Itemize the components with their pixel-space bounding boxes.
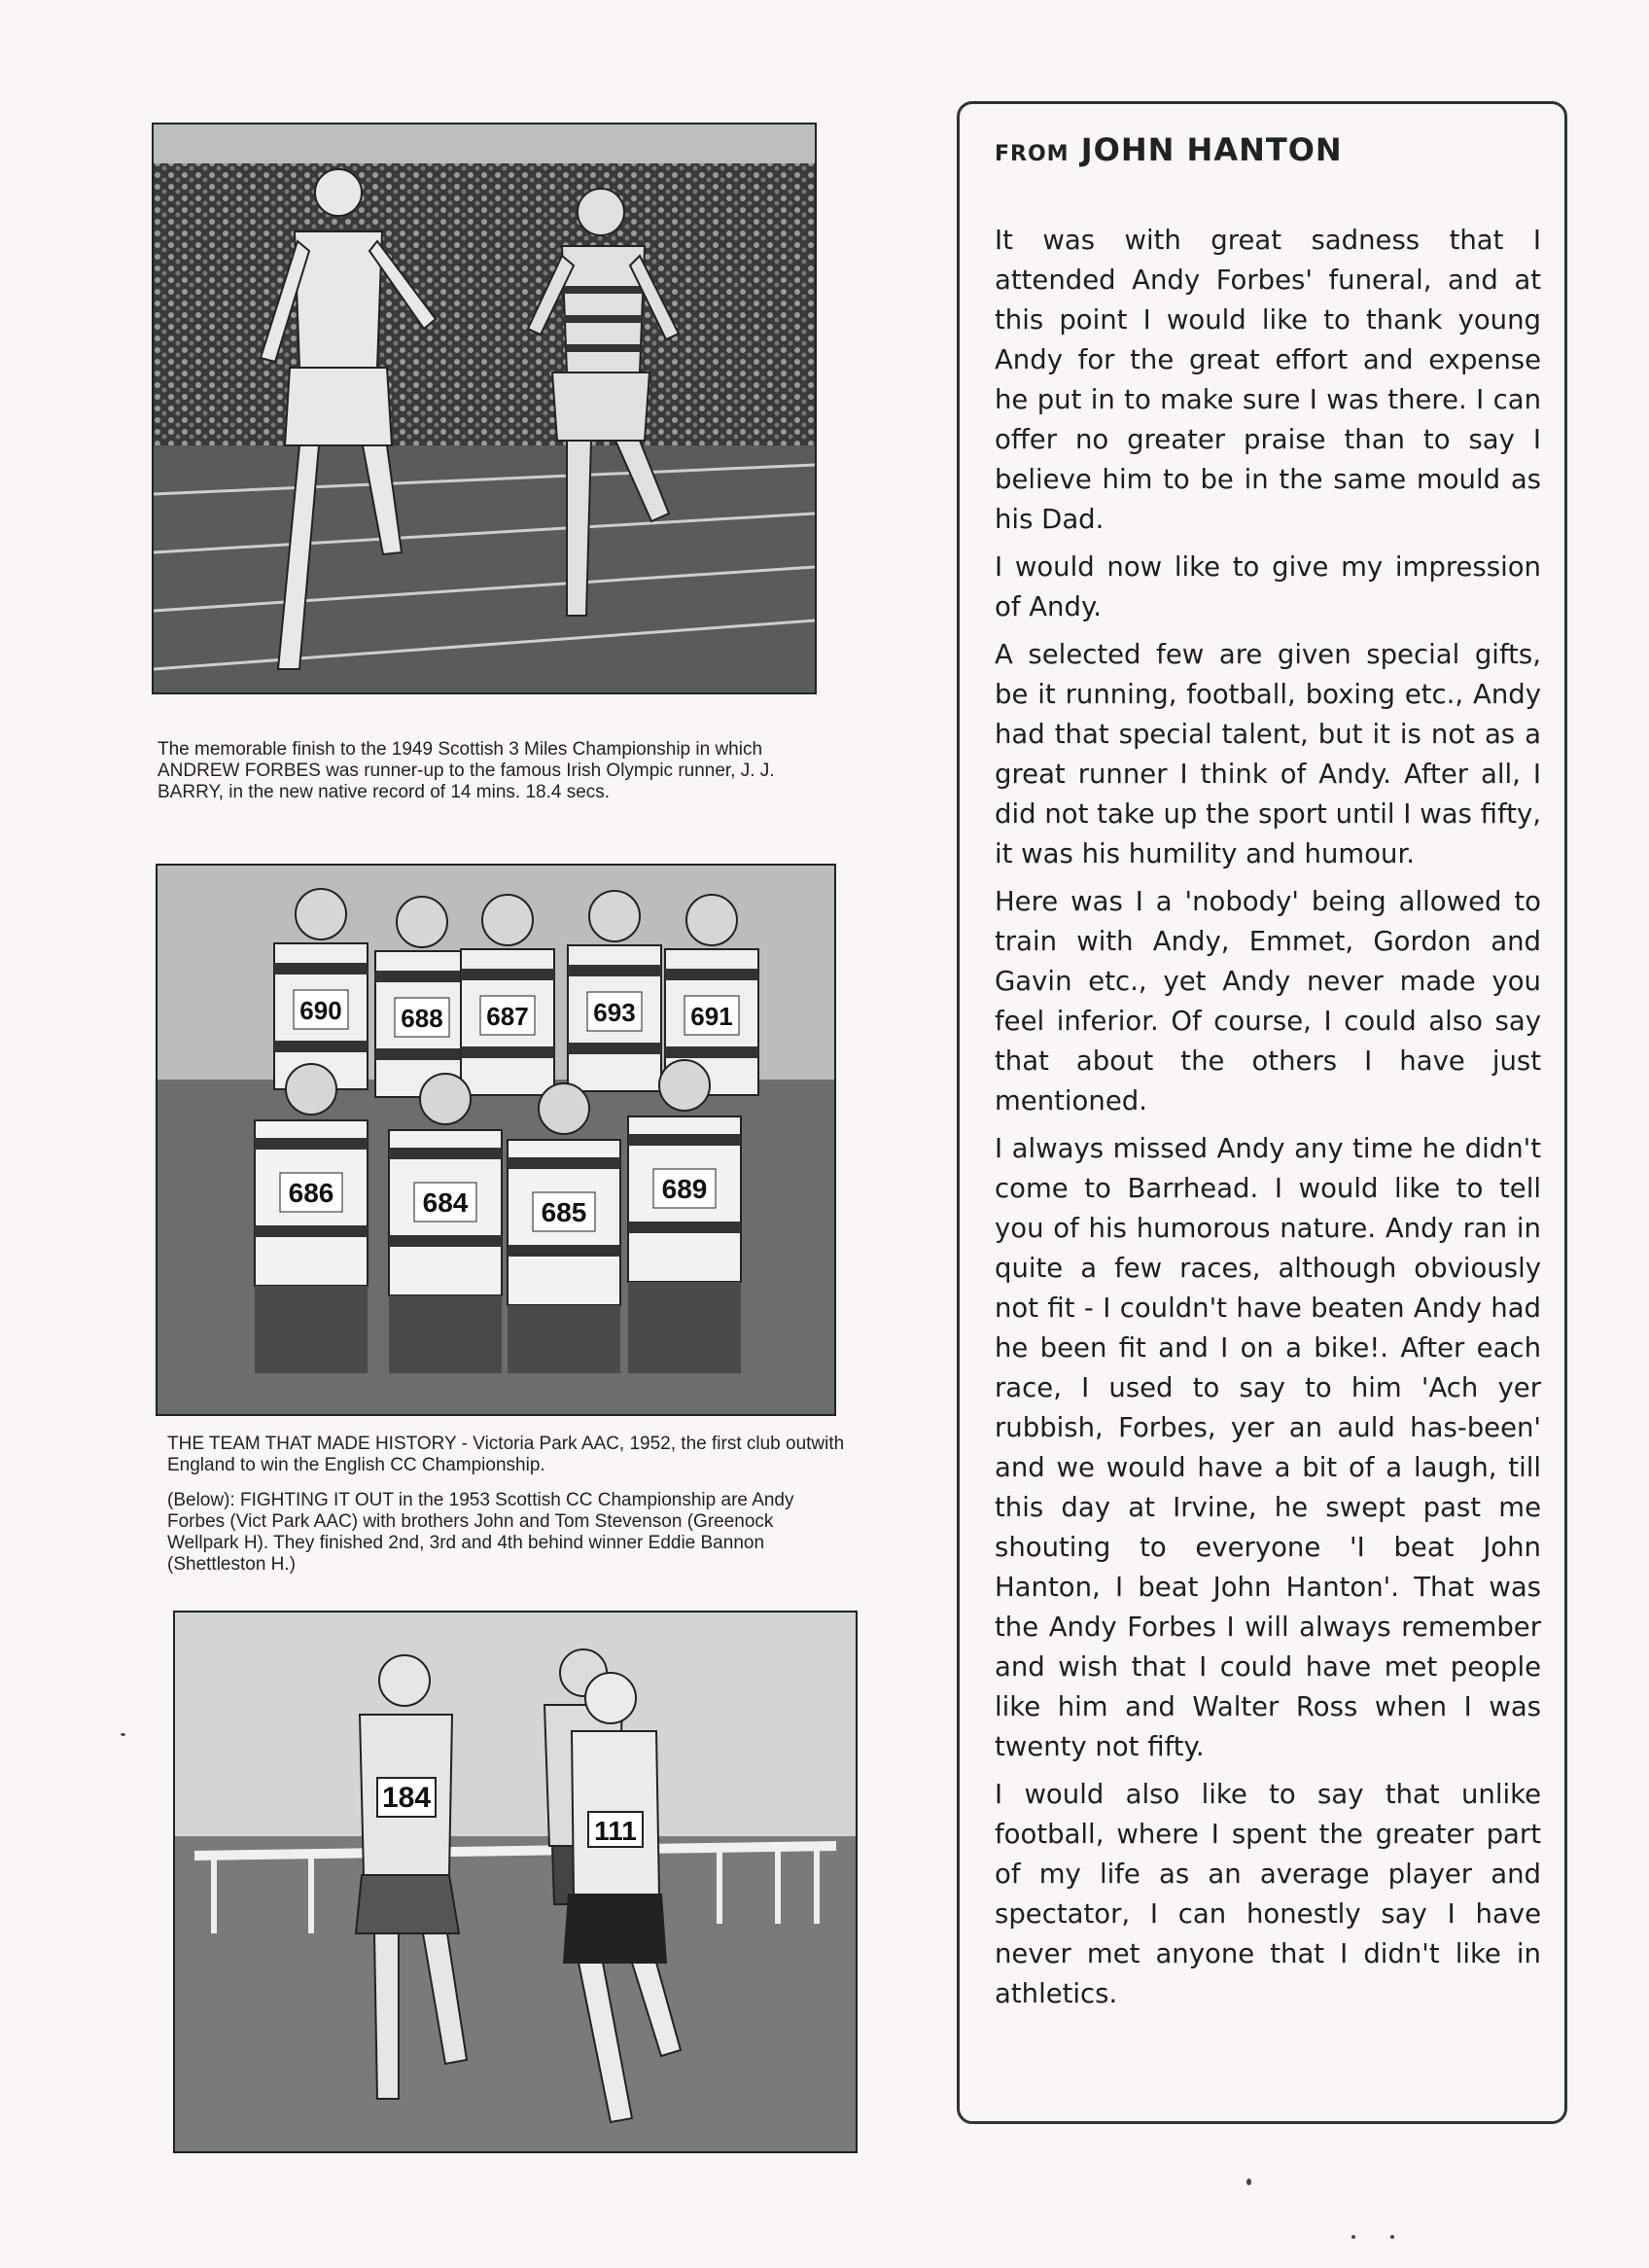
- photo-1-caption: [158, 739, 838, 817]
- scan-speck: [1351, 2235, 1355, 2239]
- photo-team-1952: [156, 864, 836, 1416]
- article-paragraph: Here was I a 'nobody' being allowed to train with Andy, Emmet, Gordon and Gavin etc., yet Andy never made you feel inferior. Of course, I could also say that about the others I have just mentioned.: [995, 886, 1541, 1116]
- photo-2-3-captions: [167, 1434, 848, 1589]
- team-bib-686: 686: [288, 1178, 334, 1208]
- team-bib-690: 690: [299, 996, 342, 1025]
- caption-1953-race: (Below): FIGHTING IT OUT in the 1953 Scottish CC Championship are Andy Forbes (Vict Park AAC) with brothers John and Tom Stevenson (Greenock Wellpark H). They finished 2nd, 3rd and 4th behind winner Eddie Bannon (Shettleston H.): [167, 1490, 794, 1575]
- article-title-name: JOHN HANTON: [1080, 131, 1343, 168]
- scan-speck: [1246, 2179, 1251, 2185]
- caption-team-1952: THE TEAM THAT MADE HISTORY - Victoria Park AAC, 1952, the first club outwith England to win the English CC Championship.: [167, 1434, 845, 1475]
- team-bib-689: 689: [661, 1174, 708, 1204]
- article-paragraph: I would now like to give my impression of Andy.: [995, 551, 1541, 622]
- article-title-prefix: FROM: [995, 142, 1070, 166]
- article-title: [995, 131, 1541, 168]
- scan-speck: [1390, 2235, 1394, 2239]
- team-bib-687: 687: [486, 1002, 529, 1031]
- photo-1949-finish: [152, 123, 817, 694]
- article-paragraph: It was with great sadness that I attended Andy Forbes' funeral, and at this point I would like to thank young Andy for the great effort and expense he put in to make sure I was there. I can offer no greater praise than to say I believe him to be in the same mould as his Dad.: [995, 225, 1541, 535]
- team-bib-685: 685: [541, 1197, 587, 1227]
- race-bib-111: 111: [594, 1816, 637, 1846]
- team-bib-691: 691: [690, 1002, 733, 1031]
- race-bib-184: 184: [381, 1782, 432, 1814]
- article-paragraph: I always missed Andy any time he didn't come to Barrhead. I would like to tell you of his humorous nature. Andy ran in quite a few races, although obviously not fit - I couldn't have beaten Andy had he been fit and I on a bike!. After each race, I used to say to him 'Ach yer rubbish, Forbes, yer an auld has-been' and we would have a bit of a laugh, till this day at Irvine, he swept past me shouting to everyone 'I beat John Hanton, I beat John Hanton'. That was the Andy Forbes I will always remember and wish that I could have met people like him and Walter Ross when I was twenty not fifty.: [995, 1133, 1541, 1762]
- article-paragraph: A selected few are given special gifts, be it running, football, boxing etc., Andy had that special talent, but it is not as a great runner I think of Andy. After all, I did not take up the sport until I was fifty, it was his humility and humour.: [995, 639, 1541, 869]
- scan-speck: [121, 1733, 125, 1736]
- photo-1953-race: [173, 1611, 858, 2153]
- team-bib-693: 693: [593, 998, 636, 1027]
- team-bib-684: 684: [422, 1187, 469, 1218]
- article-john-hanton: [957, 101, 1567, 2124]
- article-body: [995, 221, 1541, 2014]
- caption-1949-finish: The memorable finish to the 1949 Scottish 3 Miles Championship in which ANDREW FORBES was runner-up to the famous Irish Olympic runner, J. J. BARRY, in the new native record of 14 mins. 18.4 secs.: [158, 739, 775, 802]
- team-bib-688: 688: [401, 1004, 443, 1033]
- article-paragraph: I would also like to say that unlike football, where I spent the greater part of my life as an average player and spectator, I can honestly say I have never met anyone that I didn't like in athletics.: [995, 1779, 1541, 2009]
